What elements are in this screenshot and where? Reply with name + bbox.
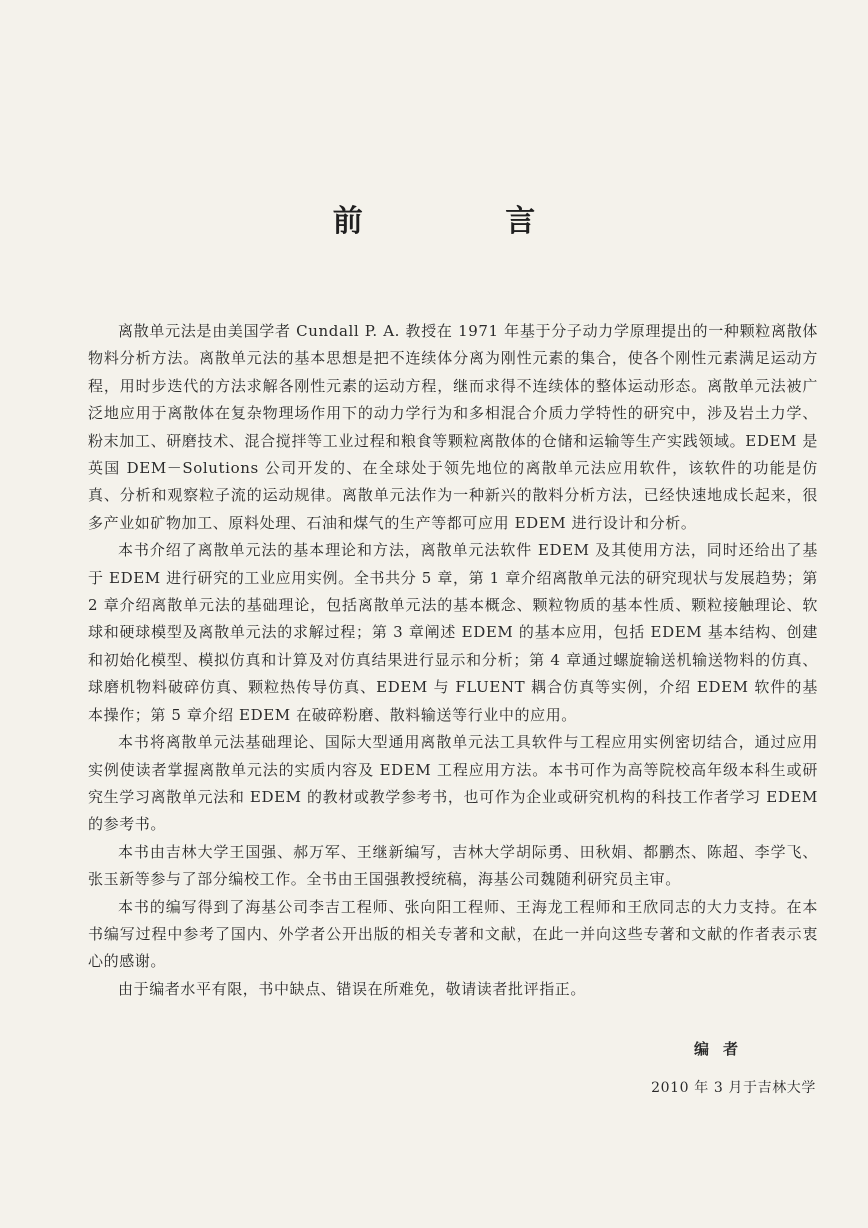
author-signature: 编者 bbox=[694, 1040, 753, 1058]
paragraph: 离散单元法是由美国学者 Cundall P. A. 教授在 1971 年基于分子动力学原理提出的一种颗粒离散体物料分析方法。离散单元法的基本思想是把不连续体分离为刚性元素的集合，使各个刚性元素满足运动方程，用时步迭代的方法求解各刚性元素的运动方程，继而求得不连续体的整体运动形态。离散单元法被广泛地应用于离散体在复杂物理场作用下的动力学行为和多相混合介质力学特性的研究中，涉及岩土力学、粉末加工、研磨技术、混合搅拌等工业过程和粮食等颗粒离散体的仓储和运输等生产实践领域。EDEM 是英国 DEM－Solutions 公司开发的、在全球处于领先地位的离散单元法应用软件，该软件的功能是仿真、分析和观察粒子流的运动规律。离散单元法作为一种新兴的散料分析方法，已经快速地成长起来，很多产业如矿物加工、原料处理、石油和煤气的生产等都可应用 EDEM 进行设计和分析。 bbox=[88, 322, 818, 532]
paragraph: 本书介绍了离散单元法的基本理论和方法，离散单元法软件 EDEM 及其使用方法，同时还给出了基于 EDEM 进行研究的工业应用实例。全书共分 5 章，第 1 章介绍离散单元法的研究现状与发展趋势；第 2 章介绍离散单元法的基础理论，包括离散单元法的基本概念、颗粒物质的基本性质、颗粒接触理论、软球和硬球模型及离散单元法的求解过程；第 3 章阐述 EDEM 的基本应用，包括 EDEM 基本结构、创建和初始化模型、模拟仿真和计算及对仿真结果进行显示和分析；第 4 章通过螺旋输送机输送物料的仿真、球磨机物料破碎仿真、颗粒热传导仿真、EDEM 与 FLUENT 耦合仿真等实例，介绍 EDEM 软件的基本操作；第 5 章介绍 EDEM 在破碎粉磨、散料输送等行业中的应用。 bbox=[88, 541, 818, 724]
paragraph: 由于编者水平有限，书中缺点、错误在所难免，敬请读者批评指正。 bbox=[118, 979, 587, 998]
date-location: 2010 年 3 月于吉林大学 bbox=[651, 1080, 816, 1096]
paragraph: 本书将离散单元法基础理论、国际大型通用离散单元法工具软件与工程应用实例密切结合，通过应用实例使读者掌握离散单元法的实质内容及 EDEM 工程应用方法。本书可作为高等院校高年级本科生或研究生学习离散单元法和 EDEM 的教材或教学参考书，也可作为企业或研究机构的科技工作者学习 EDEM 的参考书。 bbox=[88, 733, 818, 834]
preface-body bbox=[88, 318, 818, 1003]
paragraph: 本书由吉林大学王国强、郝万军、王继新编写，吉林大学胡际勇、田秋娟、都鹏杰、陈超、李学飞、张玉新等参与了部分编校工作。全书由王国强教授统稿，海基公司魏随利研究员主审。 bbox=[88, 842, 818, 889]
paragraph: 本书的编写得到了海基公司李吉工程师、张向阳工程师、王海龙工程师和王欣同志的大力支持。在本书编写过程中参考了国内、外学者公开出版的相关专著和文献，在此一并向这些专著和文献的作者表示衷心的感谢。 bbox=[88, 897, 818, 971]
page-title: 前 言 bbox=[332, 204, 602, 239]
